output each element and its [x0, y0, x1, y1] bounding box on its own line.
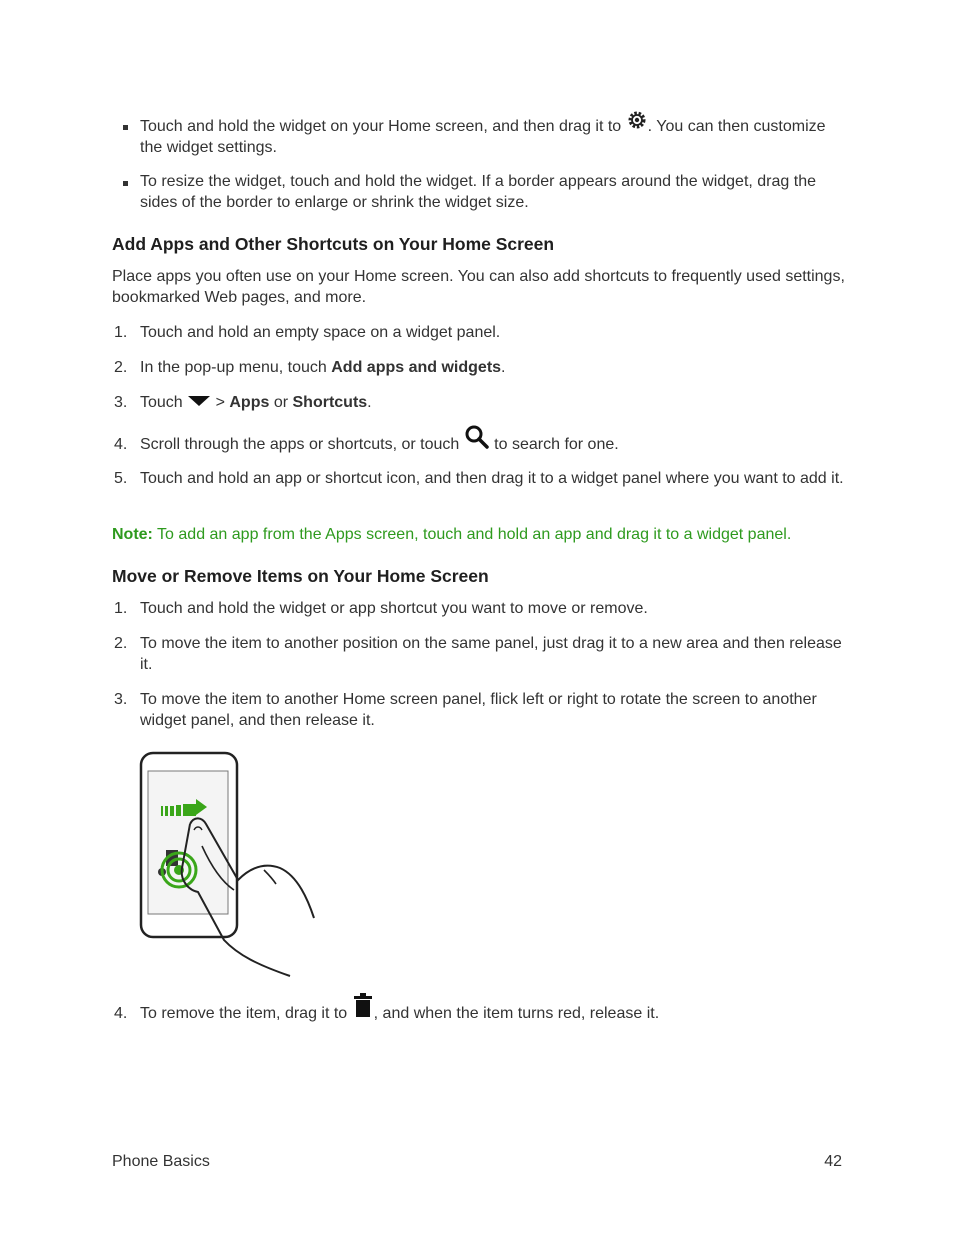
- bullet-item-2: To resize the widget, touch and hold the widget. If a border appears around the widget, drag the sides of the border to enlarge or shrink the widget size.: [140, 173, 816, 211]
- step-number: 1.: [114, 324, 128, 341]
- section-heading: Move or Remove Items on Your Home Screen: [112, 566, 489, 586]
- bullet-text: . You can then customize the widget settings.: [140, 118, 826, 156]
- note: [112, 524, 852, 545]
- step-text: Touch and hold the widget or app shortcut you want to move or remove.: [140, 600, 648, 617]
- bullet-text: Touch and hold the widget on your Home screen, and then drag it to: [140, 118, 626, 135]
- step-text: [140, 392, 850, 413]
- step-text: [140, 434, 850, 456]
- step-number: 4.: [114, 436, 128, 453]
- bullet-marker: [123, 125, 128, 130]
- note-text: To add an app from the Apps screen, touch and hold an app and drag it to a widget panel.: [152, 526, 792, 543]
- step-text-part: , and when the item turns red, release it.: [373, 1005, 660, 1022]
- page-number: 42: [824, 1153, 842, 1170]
- trash-icon: [352, 992, 374, 1024]
- step-text: To move the item to another position on the same panel, just drag it to a new area and then release it.: [140, 635, 842, 673]
- step-bold: Add apps and widgets: [331, 359, 502, 376]
- bullet-item-1: [140, 116, 850, 158]
- gear-icon: [626, 109, 648, 137]
- step-text: Touch and hold an empty space on a widget panel.: [140, 324, 501, 341]
- step-text: [140, 1003, 850, 1024]
- step-number: 3.: [114, 394, 128, 411]
- step-text-part: or: [269, 394, 293, 411]
- step-text: [140, 357, 850, 378]
- step-number: 3.: [114, 691, 128, 708]
- step-bold: Apps: [229, 394, 270, 411]
- search-icon: [464, 424, 490, 456]
- step-number: 1.: [114, 600, 128, 617]
- step-text-part: >: [211, 394, 230, 411]
- step-text-part: Touch: [140, 394, 188, 411]
- step-text-part: .: [367, 394, 372, 411]
- step-number: 2.: [114, 635, 128, 652]
- step-bold: Shortcuts: [292, 394, 368, 411]
- section-heading: Add Apps and Other Shortcuts on Your Home Screen: [112, 234, 555, 254]
- step-number: 4.: [114, 1005, 128, 1022]
- step-text-part: .: [501, 359, 506, 376]
- bullet-marker: [123, 181, 128, 186]
- step-text-part: In the pop-up menu, touch: [140, 359, 332, 376]
- step-number: 2.: [114, 359, 128, 376]
- step-text: To move the item to another Home screen panel, flick left or right to rotate the screen to another widget panel, and then release it.: [140, 691, 817, 729]
- section-intro: Place apps you often use on your Home screen. You can also add shortcuts to frequently used settings, bookmarked Web pages, and more.: [112, 268, 845, 306]
- step-text: Touch and hold an app or shortcut icon, and then drag it to a widget panel where you want to add it.: [140, 470, 844, 487]
- dropdown-triangle-icon: [187, 392, 211, 413]
- step-text-part: To remove the item, drag it to: [140, 1005, 352, 1022]
- step-number: 5.: [114, 470, 128, 487]
- step-text-part: Scroll through the apps or shortcuts, or touch: [140, 436, 464, 454]
- note-label: Note:: [112, 526, 153, 543]
- footer-section-title: Phone Basics: [112, 1153, 210, 1170]
- step-text-part: to search for one.: [489, 436, 619, 454]
- phone-swipe-illustration: [138, 750, 318, 980]
